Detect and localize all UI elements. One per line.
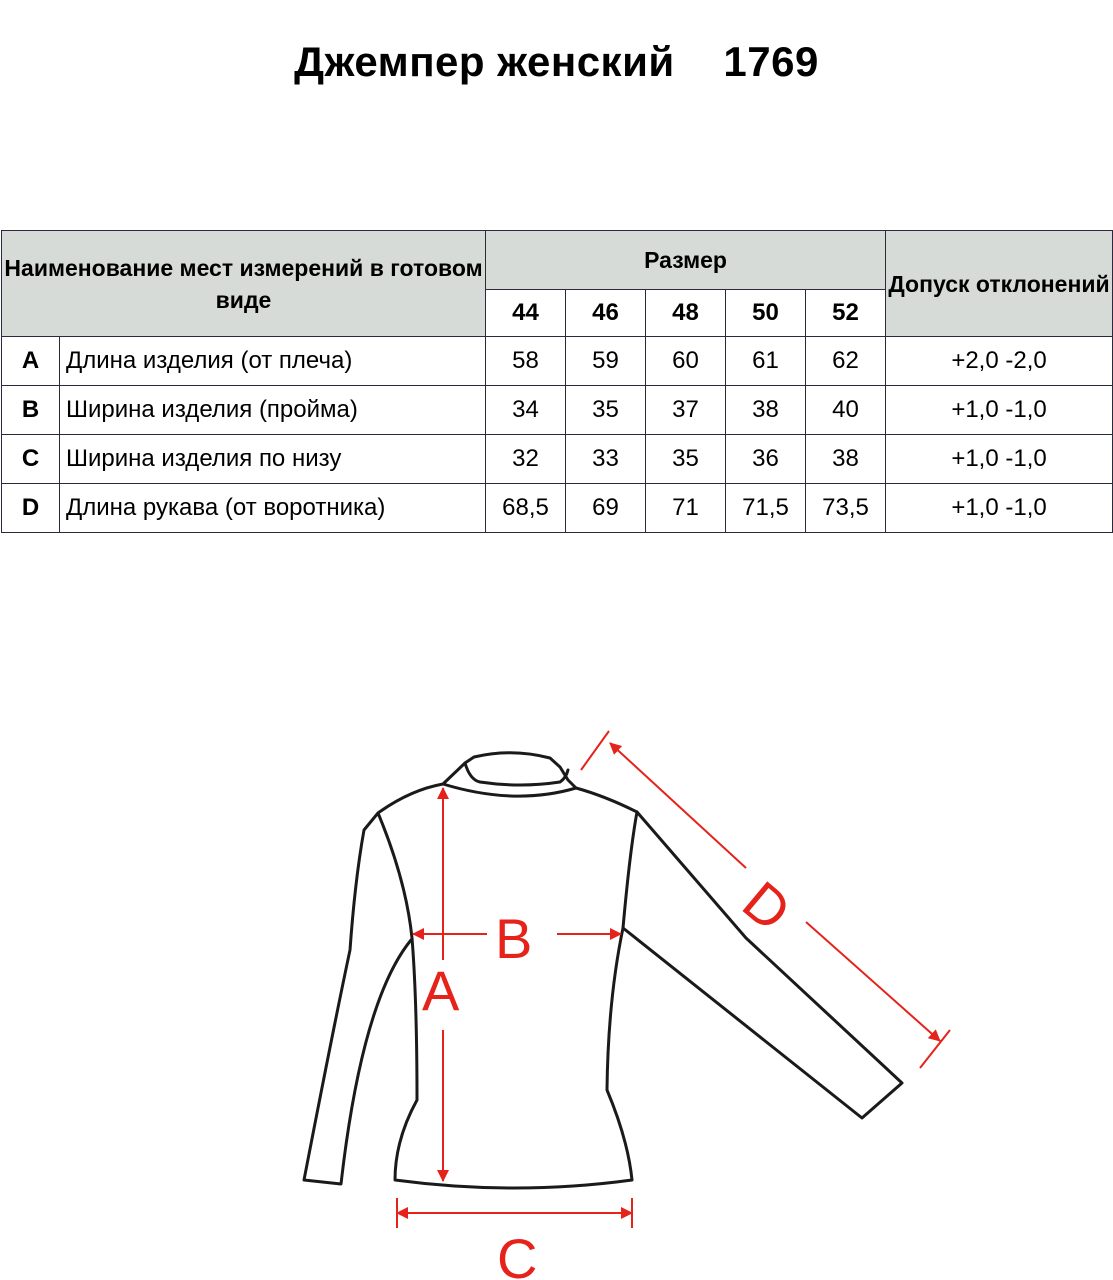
row-name: Ширина изделия (пройма) [60,386,486,435]
label-b: B [495,907,533,970]
label-c: C [497,1227,538,1280]
row-value: 36 [726,435,806,484]
dimension-d-tick [581,731,609,770]
row-value: 71,5 [726,484,806,533]
header-tolerance: Допуск отклонений [886,231,1113,337]
row-value: 61 [726,337,806,386]
row-code: A [2,337,60,386]
row-name: Ширина изделия по низу [60,435,486,484]
row-value: 32 [486,435,566,484]
size-column-header: 50 [726,290,806,337]
row-tolerance: +1,0 -1,0 [886,386,1113,435]
row-value: 60 [646,337,726,386]
row-value: 38 [726,386,806,435]
table-row [2,386,1113,435]
row-code: C [2,435,60,484]
header-measurement-name: Наименование мест измерений в готовом виде [2,231,486,337]
row-tolerance: +1,0 -1,0 [886,484,1113,533]
row-value: 58 [486,337,566,386]
table-row [2,435,1113,484]
label-d: D [731,868,803,944]
row-value: 68,5 [486,484,566,533]
header-size: Размер [486,231,886,290]
size-column-header: 46 [566,290,646,337]
row-tolerance: +1,0 -1,0 [886,435,1113,484]
row-value: 34 [486,386,566,435]
row-value: 35 [646,435,726,484]
page-title: Джемпер женский 1769 [294,38,819,85]
row-value: 40 [806,386,886,435]
row-code: D [2,484,60,533]
row-value: 38 [806,435,886,484]
row-value: 69 [566,484,646,533]
measurements [397,731,950,1228]
size-table [1,230,1113,533]
row-value: 62 [806,337,886,386]
size-column-header: 44 [486,290,566,337]
size-column-header: 48 [646,290,726,337]
row-value: 33 [566,435,646,484]
row-tolerance: +2,0 -2,0 [886,337,1113,386]
row-value: 35 [566,386,646,435]
row-value: 73,5 [806,484,886,533]
table-row [2,337,1113,386]
size-column-header: 52 [806,290,886,337]
jumper-outline [304,753,902,1188]
label-a: A [422,959,460,1022]
dimension-d-line [806,922,940,1041]
row-name: Длина рукава (от воротника) [60,484,486,533]
row-value: 59 [566,337,646,386]
garment-diagram [0,700,1113,1280]
row-value: 71 [646,484,726,533]
row-code: B [2,386,60,435]
row-value: 37 [646,386,726,435]
row-name: Длина изделия (от плеча) [60,337,486,386]
table-row [2,484,1113,533]
